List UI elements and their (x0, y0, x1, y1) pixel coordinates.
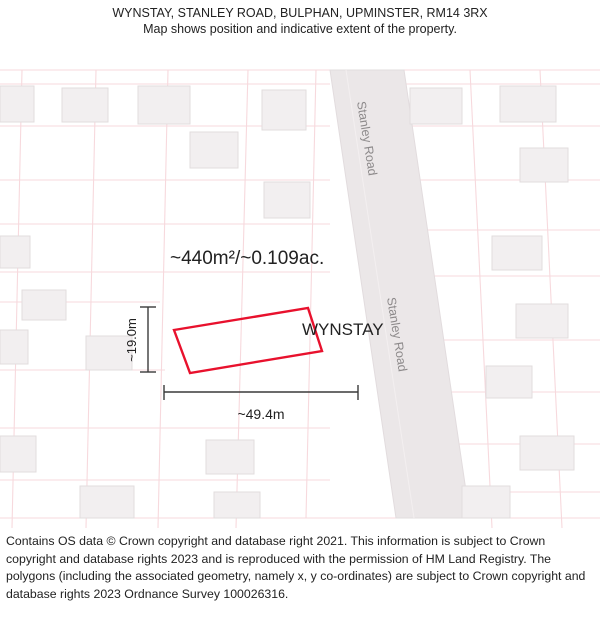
road-label-top: Stanley Road (354, 100, 380, 177)
page-subtitle: Map shows position and indicative extent of the property. (143, 22, 457, 36)
copyright-footer (0, 533, 600, 603)
map-svg[interactable] (0, 40, 600, 528)
property-name-label: WYNSTAY (302, 320, 384, 339)
height-dimension-label: ~19.0m (124, 318, 139, 362)
map-canvas[interactable] (0, 40, 600, 528)
page-title: WYNSTAY, STANLEY ROAD, BULPHAN, UPMINSTER, RM14 3RX (112, 6, 488, 20)
page-header (0, 0, 600, 40)
width-dimension-label: ~49.4m (237, 406, 285, 422)
copyright-text: Contains OS data © Crown copyright and database right 2021. This information is subject to Crown copyright and database rights 2023 and is reproduced with the permission of HM Land Registry. The polygons (including the associated geometry, namely x, y co-ordinates) are subject to Crown copyright and database rights 2023 Ordnance Survey 100026316. (6, 534, 586, 601)
area-label: ~440m²/~0.109ac. (170, 248, 325, 269)
road-label-bottom: Stanley Road (384, 296, 410, 373)
